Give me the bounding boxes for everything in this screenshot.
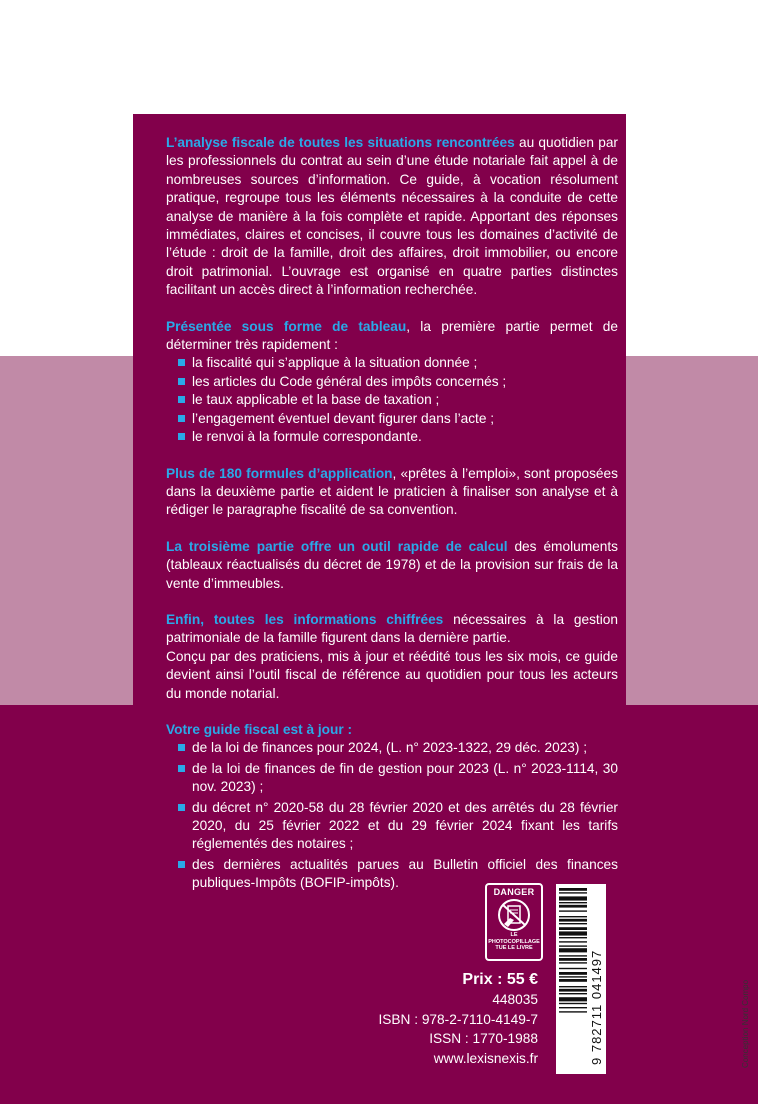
barcode-bar bbox=[559, 919, 587, 922]
bullet-square-icon bbox=[178, 359, 185, 366]
list-item: l’engagement éventuel devant figurer dans l’acte ; bbox=[178, 410, 618, 428]
barcode-bar bbox=[559, 937, 587, 938]
barcode-bar bbox=[559, 945, 587, 946]
bullet-square-icon bbox=[178, 744, 185, 751]
barcode-bar bbox=[559, 976, 587, 977]
list-item: le renvoi à la formule correspondante. bbox=[178, 428, 618, 446]
barcode-bar bbox=[559, 993, 587, 994]
part3-paragraph: La troisième partie offre un outil rapide de calcul des émoluments (tableaux réactualisés du décret de 1978) et de la provision sur frais de la vente d’immeubles. bbox=[166, 538, 618, 591]
barcode-bar bbox=[559, 1011, 587, 1012]
barcode-bar bbox=[559, 931, 587, 935]
list-item: les articles du Code général des impôts concernés ; bbox=[178, 373, 618, 391]
barcode-bar bbox=[559, 896, 587, 900]
bullet-square-icon bbox=[178, 415, 185, 422]
barcode-bar bbox=[559, 910, 587, 911]
barcode-bar bbox=[559, 972, 587, 975]
bullet-square-icon bbox=[178, 765, 185, 772]
barcode-digits: 9 782711 041497 bbox=[589, 949, 604, 1065]
barcode-bar bbox=[559, 927, 587, 930]
list-item: du décret n° 2020-58 du 28 février 2020 et des arrêtés du 28 février 2020, du 25 février 2022 et du 29 février 2024 fixant les tarifs réglementés des notaires ; bbox=[178, 799, 618, 854]
part4-second-paragraph: Conçu par des praticiens, mis à jour et réédité tous les six mois, ce guide devient ainsi l’outil fiscal de référence au quotidien pour tous les acteurs du monde notarial. bbox=[166, 648, 618, 701]
bullet-square-icon bbox=[178, 861, 185, 868]
barcode-bar bbox=[559, 941, 587, 942]
barcode-bar bbox=[559, 905, 587, 908]
barcode-bar bbox=[559, 989, 587, 992]
barcode-bar bbox=[559, 1003, 587, 1004]
bullet-square-icon bbox=[178, 433, 185, 440]
barcode-bar bbox=[559, 892, 587, 893]
list-item: la fiscalité qui s’applique à la situation donnée ; bbox=[178, 354, 618, 372]
barcode-bar bbox=[559, 1007, 587, 1008]
design-credit: Conception Nord Compo bbox=[741, 979, 750, 1068]
isbn: ISBN : 978-2-7110-4149-7 bbox=[378, 1011, 538, 1027]
barcode-bar bbox=[559, 979, 587, 982]
update-list bbox=[178, 739, 618, 892]
issn: ISSN : 1770-1988 bbox=[429, 1031, 538, 1046]
book-hand-icon bbox=[496, 898, 532, 932]
danger-title: DANGER bbox=[493, 887, 535, 897]
barcode-bar bbox=[559, 923, 587, 924]
part1-highlight: Présentée sous forme de tableau bbox=[166, 318, 407, 334]
barcode-bar bbox=[559, 916, 587, 917]
list-item: de la loi de finances pour 2024, (L. n° 2023-1322, 29 déc. 2023) ; bbox=[178, 739, 618, 757]
part4-paragraph: Enfin, toutes les informations chiffrées nécessaires à la gestion patrimoniale de la famille figurent dans la dernière partie. bbox=[166, 611, 619, 646]
part2-highlight: Plus de 180 formules d’application bbox=[166, 465, 393, 481]
barcode-bar bbox=[559, 948, 587, 952]
update-title: Votre guide fiscal est à jour : bbox=[166, 721, 353, 737]
part1-list bbox=[178, 354, 618, 446]
intro-paragraph: L’analyse fiscale de toutes les situations rencontrées au quotidien par les professionnels du contrat au sein d’une étude notariale fait appel à de nombreuses sources d’information. Ce guide, à vocation résolument pratique, regroupe tous les éléments nécessaires à la conduite de cette analyse de manière à la fois complète et rapide. Apportant des réponses immédiates, claires et concises, il couvre tous les domaines d’activité de l’étude : droit de la famille, droit des affaires, droit immobilier, ou encore droit patrimonial. L’ouvrage est organisé en quatre parties distinctes facilitant un accès direct à l’information recherchée. bbox=[166, 135, 618, 298]
barcode-bar bbox=[559, 955, 587, 956]
price: Prix : 55 € bbox=[462, 971, 538, 988]
intro-highlight: L’analyse fiscale de toutes les situations rencontrées bbox=[166, 135, 515, 150]
danger-caption-line2: TUE LE LIVRE bbox=[495, 945, 533, 951]
product-code: 448035 bbox=[492, 992, 538, 1007]
part4-highlight: Enfin, toutes les informations chiffrées bbox=[166, 611, 444, 627]
list-item: le taux applicable et la base de taxation ; bbox=[178, 391, 618, 409]
bullet-square-icon bbox=[178, 378, 185, 385]
barcode-bar bbox=[559, 986, 587, 987]
list-item: des dernières actualités parues au Bulletin officiel des finances publiques-Impôts (BOFIP-impôts). bbox=[178, 856, 618, 893]
bullet-square-icon bbox=[178, 396, 185, 403]
part2-paragraph: Plus de 180 formules d’application, «prêtes à l’emploi», sont proposées dans la deuxième partie et aident le praticien à finaliser son analyse et à rédiger le paragraphe fiscalité de sa convention. bbox=[166, 465, 618, 518]
back-cover-text bbox=[166, 134, 618, 893]
barcode-bar bbox=[559, 888, 587, 891]
price-block bbox=[378, 969, 538, 1068]
danger-caption-line1: LE PHOTOCOPILLAGE bbox=[488, 932, 540, 945]
website-link[interactable]: www.lexisnexis.fr bbox=[433, 1050, 538, 1066]
barcode-bar bbox=[559, 968, 587, 969]
barcode-bar bbox=[559, 997, 587, 1001]
barcode-bar bbox=[559, 958, 587, 961]
barcode-bar bbox=[559, 962, 587, 963]
list-item: de la loi de finances de fin de gestion pour 2023 (L. n° 2023-1114, 30 nov. 2023) ; bbox=[178, 760, 618, 797]
barcode-bar bbox=[559, 902, 587, 903]
part3-highlight: La troisième partie offre un outil rapide de calcul bbox=[166, 538, 508, 554]
photocopillage-danger-logo bbox=[485, 883, 543, 961]
bullet-square-icon bbox=[178, 804, 185, 811]
part1-paragraph: Présentée sous forme de tableau, la première partie permet de déterminer très rapidement : bbox=[166, 318, 618, 353]
